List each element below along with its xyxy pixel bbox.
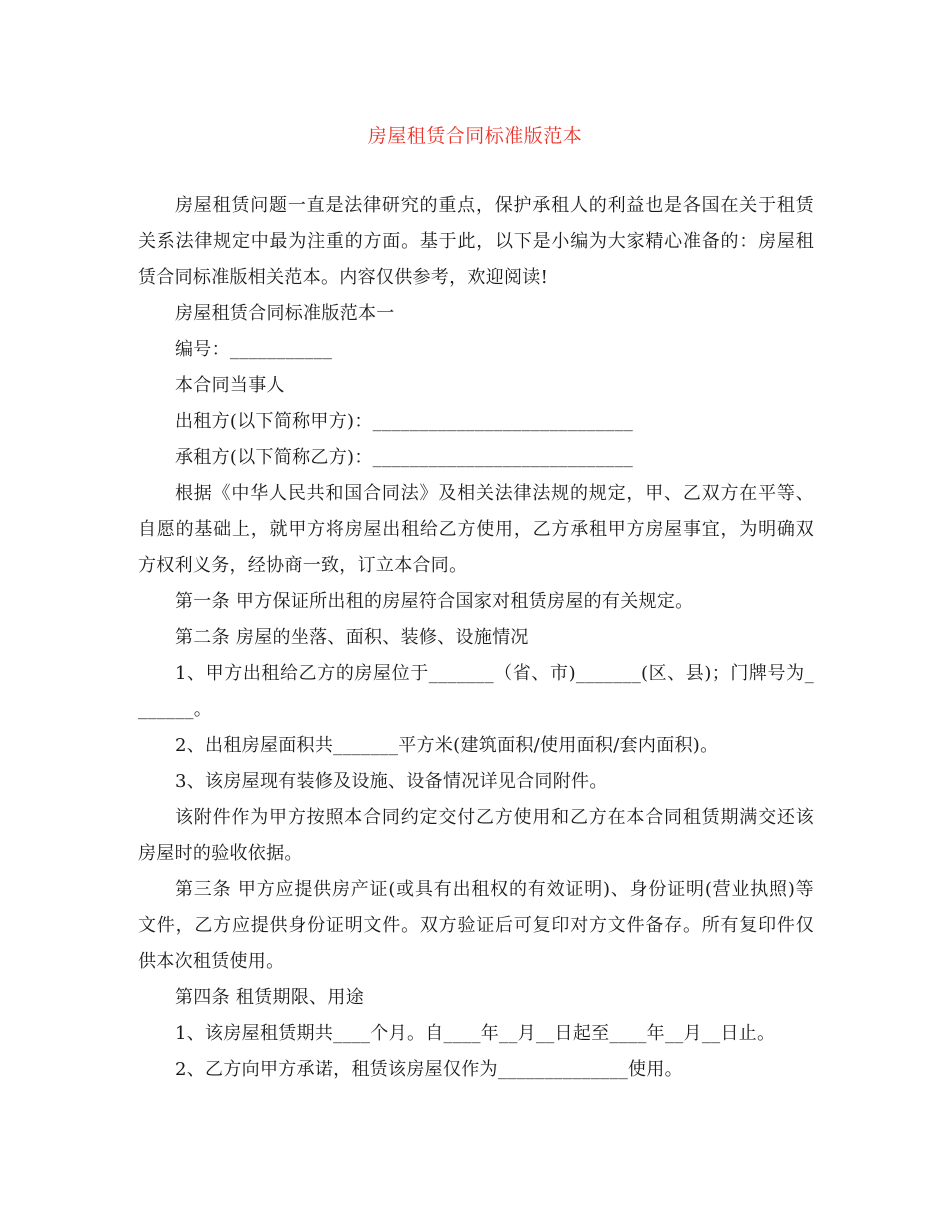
paragraph-article-4-item-1: 1、该房屋租赁期共____个月。自____年__月__日起至____年__月__日止。 [175,1023,776,1044]
paragraph-article-2-item-2: 2、出租房屋面积共_______平方米(建筑面积/使用面积/套内面积)。 [175,735,719,756]
document-title: 房屋租赁合同标准版范本 [367,125,583,147]
paragraph-section-heading: 房屋租赁合同标准版范本一 [175,303,395,324]
paragraph-article-2-item-1: 1、甲方出租给乙方的房屋位于_______（省、市)_______(区、县)；门牌号为_______。 [138,663,814,720]
paragraph-annex-note: 该附件作为甲方按照本合同约定交付乙方使用和乙方在本合同租赁期满交还该房屋时的验收依据。 [138,807,814,864]
paragraph-preamble: 根据《中华人民共和国合同法》及相关法律法规的规定，甲、乙双方在平等、自愿的基础上，就甲方将房屋出租给乙方使用，乙方承租甲方房屋事宜，为明确双方权利义务，经协商一致，订立本合同。 [138,483,814,576]
paragraph-article-2-item-3: 3、该房屋现有装修及设施、设备情况详见合同附件。 [175,771,608,792]
paragraph-article-4: 第四条 租赁期限、用途 [175,987,365,1008]
paragraph-article-3: 第三条 甲方应提供房产证(或具有出租权的有效证明)、身份证明(营业执照)等文件，乙方应提供身份证明文件。双方验证后可复印对方文件备存。所有复印件仅供本次租赁使用。 [138,879,814,972]
paragraph-article-1: 第一条 甲方保证所出租的房屋符合国家对租赁房屋的有关规定。 [175,591,694,612]
paragraph-intro: 房屋租赁问题一直是法律研究的重点，保护承租人的利益也是各国在关于租赁关系法律规定中最为注重的方面。基于此，以下是小编为大家精心准备的：房屋租赁合同标准版相关范本。内容仅供参考，欢迎阅读! [138,195,814,288]
paragraph-article-2: 第二条 房屋的坐落、面积、装修、设施情况 [175,627,529,648]
document-body [138,188,814,1088]
paragraph-lessee: 承租方(以下简称乙方)：____________________________ [175,447,634,468]
paragraph-parties-heading: 本合同当事人 [175,375,285,396]
paragraph-contract-number: 编号：___________ [175,339,333,360]
paragraph-article-4-item-2: 2、乙方向甲方承诺，租赁该房屋仅作为______________使用。 [175,1059,683,1080]
paragraph-lessor: 出租方(以下简称甲方)：____________________________ [175,411,634,432]
